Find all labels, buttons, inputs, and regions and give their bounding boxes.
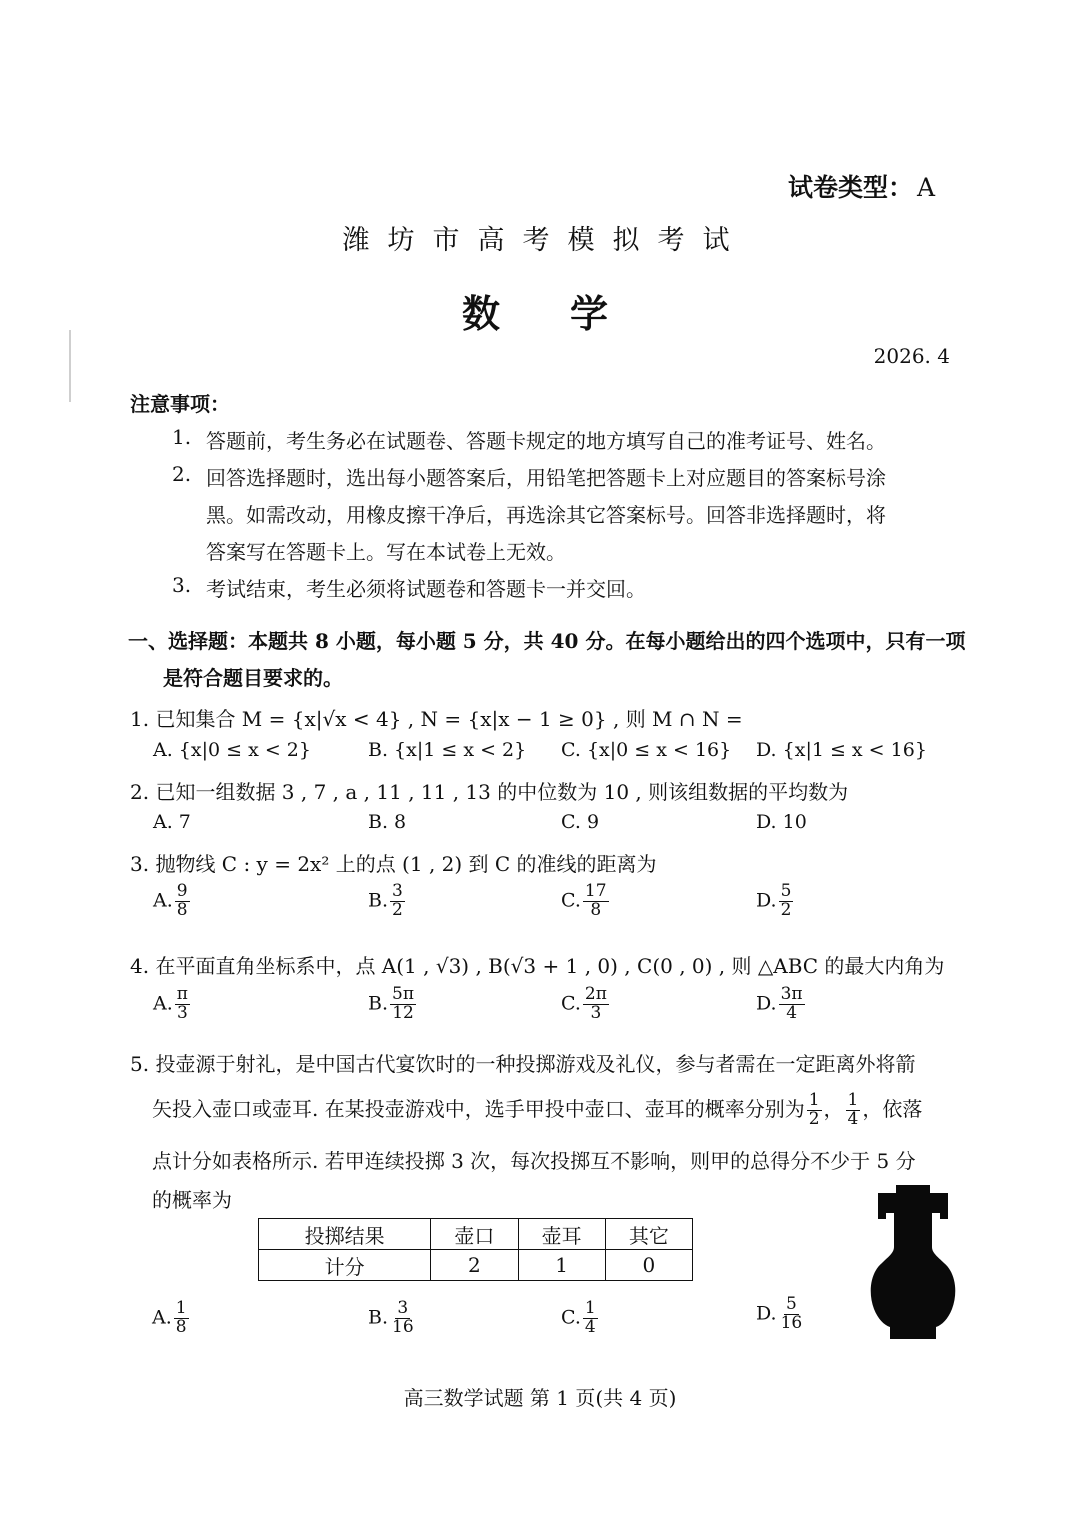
table-cell: 投掷结果 bbox=[259, 1219, 431, 1250]
section-heading-cont: 是符合题目要求的。 bbox=[163, 666, 343, 690]
q2-option-d: D. 10 bbox=[756, 811, 807, 833]
option-letter: D. bbox=[756, 889, 777, 912]
numerator: 9 bbox=[176, 881, 188, 901]
numerator: 1 bbox=[808, 1090, 820, 1110]
fraction bbox=[807, 1092, 822, 1129]
numerator: 17 bbox=[584, 881, 607, 901]
option-letter: D. bbox=[756, 992, 777, 1015]
denominator: 16 bbox=[392, 1316, 414, 1337]
q5-option-b bbox=[368, 1300, 418, 1337]
page-footer: 高三数学试题 第 1 页(共 4 页) bbox=[403, 1386, 677, 1410]
q3-option-d bbox=[756, 883, 795, 920]
notice-item-text: 黑。如需改动，用橡皮擦干净后，再选涂其它答案标号。回答非选择题时，将 bbox=[206, 503, 886, 527]
q1-option-d: D. {x|1 ≤ x < 16} bbox=[756, 739, 927, 761]
section-heading: 一、选择题：本题共 8 小题，每小题 5 分，共 40 分。在每小题给出的四个选项中，只有一项 bbox=[128, 629, 966, 653]
q1-option-a: A. {x|0 ≤ x < 2} bbox=[153, 739, 311, 761]
paper-type-value: A bbox=[917, 173, 936, 202]
numerator: π bbox=[176, 984, 188, 1004]
exam-date: 2026. 4 bbox=[873, 344, 950, 368]
numerator: 2π bbox=[584, 984, 607, 1004]
option-letter: C. bbox=[561, 889, 581, 912]
table-cell: 2 bbox=[431, 1250, 518, 1281]
notice-item-num: 1. bbox=[172, 425, 192, 449]
table-cell: 壶口 bbox=[431, 1219, 518, 1250]
fraction bbox=[175, 883, 190, 920]
notice-item-text: 考试结束，考生必须将试题卷和答题卡一并交回。 bbox=[206, 577, 646, 601]
scan-edge-mark bbox=[69, 330, 71, 402]
q4-option-c bbox=[561, 986, 611, 1023]
q2-option-b: B. 8 bbox=[368, 811, 407, 833]
table-cell: 壶耳 bbox=[518, 1219, 605, 1250]
touhu-pot-image bbox=[868, 1185, 958, 1345]
question-5-stem: 5. 投壶源于射礼，是中国古代宴饮时的一种投掷游戏及礼仪，参与者需在一定距离外将箭 bbox=[130, 1052, 916, 1076]
option-letter: B. bbox=[368, 889, 389, 912]
question-1-stem: 1. 已知集合 M = {x|√x < 4} , N = {x|x − 1 ≥ 0} , 则 M ∩ N = bbox=[130, 707, 743, 731]
question-5-stem-line bbox=[152, 1092, 922, 1129]
q1-option-c: C. {x|0 ≤ x < 16} bbox=[561, 739, 732, 761]
numerator: 5 bbox=[786, 1294, 797, 1314]
q1-option-b: B. {x|1 ≤ x < 2} bbox=[368, 739, 527, 761]
denominator: 2 bbox=[780, 899, 792, 920]
question-4-stem: 4. 在平面直角坐标系中，点 A(1 , √3) , B(√3 + 1 , 0) , C(0 , 0) , 则 △ABC 的最大内角为 bbox=[130, 954, 945, 978]
q5-option-c bbox=[561, 1300, 600, 1337]
table-cell: 计分 bbox=[259, 1250, 431, 1281]
denominator: 2 bbox=[392, 899, 403, 920]
denominator: 4 bbox=[847, 1108, 859, 1129]
q2-option-c: C. 9 bbox=[561, 811, 600, 833]
fraction bbox=[174, 1300, 189, 1337]
option-letter: A. bbox=[152, 1306, 172, 1329]
q3-option-a bbox=[153, 883, 192, 920]
numerator: 1 bbox=[584, 1298, 596, 1318]
numerator: 5π bbox=[392, 984, 415, 1004]
comma: ， bbox=[823, 1096, 844, 1121]
option-letter: A. bbox=[153, 992, 173, 1015]
q4-option-a bbox=[153, 986, 192, 1023]
numerator: 3 bbox=[392, 881, 403, 901]
option-letter: A. bbox=[153, 889, 173, 912]
paper-type bbox=[788, 168, 935, 204]
notice-item-text: 答题前，考生务必在试题卷、答题卡规定的地方填写自己的准考证号、姓名。 bbox=[206, 429, 886, 453]
notice-title: 注意事项： bbox=[130, 392, 230, 416]
notice-item-text: 回答选择题时，选出每小题答案后，用铅笔把答题卡上对应题目的答案标号涂 bbox=[206, 466, 886, 490]
fraction bbox=[390, 1300, 416, 1337]
denominator: 8 bbox=[175, 1316, 187, 1337]
denominator: 12 bbox=[392, 1002, 414, 1023]
notice-item-text: 答案写在答题卡上。写在本试卷上无效。 bbox=[206, 540, 566, 564]
table-row bbox=[259, 1219, 693, 1250]
denominator: 8 bbox=[590, 899, 602, 920]
option-letter: B. bbox=[368, 992, 389, 1015]
stem-text: ，依落 bbox=[862, 1096, 923, 1121]
option-letter: D. bbox=[756, 1302, 777, 1325]
fraction bbox=[583, 986, 609, 1023]
q2-option-a: A. 7 bbox=[153, 811, 191, 833]
question-5-stem-line: 的概率为 bbox=[152, 1188, 232, 1212]
fraction bbox=[390, 883, 405, 920]
q4-option-b bbox=[368, 986, 418, 1023]
denominator: 2 bbox=[808, 1108, 820, 1129]
question-2-stem: 2. 已知一组数据 3 , 7 , a , 11 , 11 , 13 的中位数为 10 , 则该组数据的平均数为 bbox=[130, 780, 849, 804]
table-cell: 0 bbox=[605, 1250, 692, 1281]
notice-item-num: 3. bbox=[172, 573, 192, 597]
numerator: 3π bbox=[780, 984, 803, 1004]
exam-title: 潍坊市高考模拟考试 bbox=[342, 225, 748, 256]
denominator: 16 bbox=[780, 1312, 803, 1333]
fraction bbox=[779, 986, 805, 1023]
numerator: 1 bbox=[175, 1298, 187, 1318]
denominator: 3 bbox=[590, 1002, 602, 1023]
denominator: 3 bbox=[176, 1002, 188, 1023]
fraction bbox=[583, 883, 609, 920]
table-row bbox=[259, 1250, 693, 1281]
q4-option-d bbox=[756, 986, 807, 1023]
score-table bbox=[258, 1218, 693, 1281]
stem-text: 矢投入壶口或壶耳. 在某投壶游戏中，选手甲投中壶口、壶耳的概率分别为 bbox=[152, 1096, 805, 1121]
option-letter: C. bbox=[561, 1306, 581, 1329]
question-5-stem-line: 点计分如表格所示. 若甲连续投掷 3 次，每次投掷互不影响，则甲的总得分不少于 5 分 bbox=[152, 1149, 916, 1173]
fraction bbox=[846, 1092, 861, 1129]
numerator: 1 bbox=[847, 1090, 859, 1110]
subject-title: 数学 bbox=[461, 291, 678, 336]
q5-option-a bbox=[152, 1300, 191, 1337]
denominator: 8 bbox=[176, 899, 188, 920]
paper-type-label: 试卷类型： bbox=[788, 173, 914, 202]
fraction bbox=[390, 986, 416, 1023]
question-3-stem: 3. 抛物线 C : y = 2x² 上的点 (1 , 2) 到 C 的准线的距离为 bbox=[130, 852, 657, 876]
option-letter: C. bbox=[561, 992, 581, 1015]
denominator: 4 bbox=[786, 1002, 798, 1023]
notice-item-num: 2. bbox=[172, 462, 192, 486]
table-cell: 其它 bbox=[605, 1219, 692, 1250]
numerator: 3 bbox=[397, 1298, 409, 1318]
fraction bbox=[779, 883, 794, 920]
q5-option-d bbox=[756, 1296, 806, 1333]
denominator: 4 bbox=[584, 1316, 596, 1337]
table-cell: 1 bbox=[518, 1250, 605, 1281]
fraction bbox=[583, 1300, 598, 1337]
numerator: 5 bbox=[780, 881, 792, 901]
q3-option-b bbox=[368, 883, 407, 920]
fraction bbox=[175, 986, 190, 1023]
fraction bbox=[779, 1296, 805, 1333]
option-letter: B. bbox=[368, 1306, 389, 1329]
q3-option-c bbox=[561, 883, 611, 920]
